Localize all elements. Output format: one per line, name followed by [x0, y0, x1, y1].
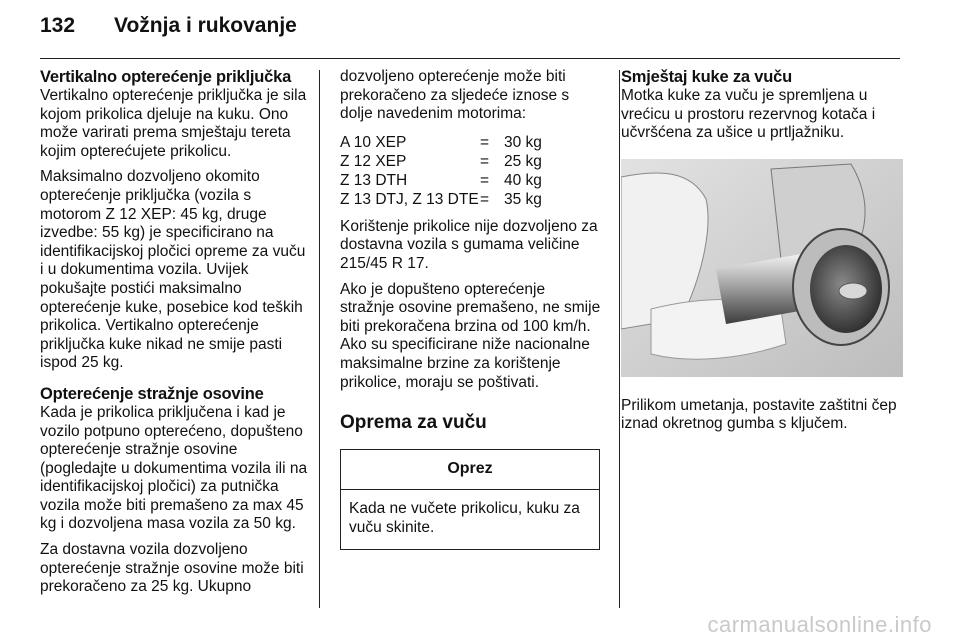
equals-cell: =	[480, 152, 490, 170]
tow-bar-illustration	[621, 159, 903, 377]
section-heading-vertical-load: Vertikalno opterećenje priključka	[40, 68, 292, 86]
watermark: carmanualsonline.info	[707, 612, 932, 637]
paragraph: Motka kuke za vuču je spremljena u vrećicu u prostoru rezervnog kotača i učvršćena za ušice u prtljažniku.	[621, 87, 876, 142]
paragraph: Za dostavna vozila dozvoljeno opterećenje stražnje osovine može biti prekoračeno za 25 kg. Ukupno	[40, 541, 304, 596]
header-rule	[40, 58, 900, 59]
table-row	[340, 190, 542, 209]
engine-cell: Z 13 DTJ, Z 13 DTE	[340, 190, 479, 208]
paragraph: Vertikalno opterećenje priključka je sila kojom prikolica djeluje na kuku. Ono može varirati prema smještaju tereta kojim opterećujete prikolicu.	[40, 87, 307, 160]
value-cell: 40 kg	[504, 171, 542, 189]
paragraph: Ako je dopušteno opterećenje stražnje osovine premašeno, ne smije biti prekoračena brzina od 100 km/h. Ako su specificirane niže nacionalne maksimalne brzine za korištenje prikolice, moraju se poštivati.	[340, 280, 601, 391]
engine-load-table	[340, 133, 542, 209]
engine-cell: Z 12 XEP	[340, 152, 407, 170]
caution-title: Oprez	[341, 450, 599, 491]
table-row	[340, 171, 542, 190]
value-cell: 30 kg	[504, 133, 542, 151]
equals-cell: =	[480, 190, 490, 208]
chapter-title: Vožnja i rukovanje	[114, 14, 297, 37]
engine-cell: Z 13 DTH	[340, 171, 408, 189]
column-2	[340, 68, 602, 550]
section-heading-tow-hook-storage: Smještaj kuke za vuču	[621, 68, 792, 86]
table-row	[340, 152, 542, 171]
page-number: 132	[40, 14, 76, 37]
engine-cell: A 10 XEP	[340, 133, 407, 151]
caution-text: Kada ne vučete prikolicu, kuku za vuču skinite.	[349, 500, 580, 536]
column-divider-2	[619, 70, 620, 608]
paragraph: Korištenje prikolice nije dozvoljeno za dostavna vozila s gumama veličine 215/45 R 17.	[340, 217, 598, 272]
column-divider-1	[319, 70, 320, 608]
equals-cell: =	[480, 171, 490, 189]
paragraph: dozvoljeno opterećenje može biti prekoračeno za sljedeće iznose s dolje navedenim motorima:	[340, 68, 570, 123]
paragraph: Kada je prikolica priključena i kad je vozilo potpuno opterećeno, dopušteno opterećenje stražnje osovine (pogledajte u dokumentima vozila ili na identifikacijskoj pločici) za putnička vozila može biti premašeno za max 45 kg i dozvoljena masa vozila za 50 kg.	[40, 403, 308, 533]
paragraph: Maksimalno dozvoljeno okomito opterećenje priključka (vozila s motorom Z 12 XEP: 45 kg, druge izvedbe: 55 kg) je specificirano na identifikacijskoj pločici opreme za vuču i u dokumentima vozila. Uvijek pokušajte postići maksimalno opterećenje kuke, posebice kod teških prikolica. Vertikalno opterećenje priključka kuke nikad ne smije pasti ispod 25 kg.	[40, 168, 306, 372]
table-row	[340, 133, 542, 152]
section-heading-rear-axle: Opterećenje stražnje osovine	[40, 384, 264, 403]
value-cell: 35 kg	[504, 190, 542, 208]
column-3	[621, 68, 911, 441]
value-cell: 25 kg	[504, 152, 542, 170]
section-heading-towing-equipment: Oprema za vuču	[340, 412, 487, 434]
page-header	[40, 14, 297, 46]
caution-box	[340, 449, 600, 550]
equals-cell: =	[480, 133, 490, 151]
column-1	[40, 68, 312, 604]
paragraph: Prilikom umetanja, postavite zaštitni čep iznad okretnog gumba s ključem.	[621, 396, 897, 433]
